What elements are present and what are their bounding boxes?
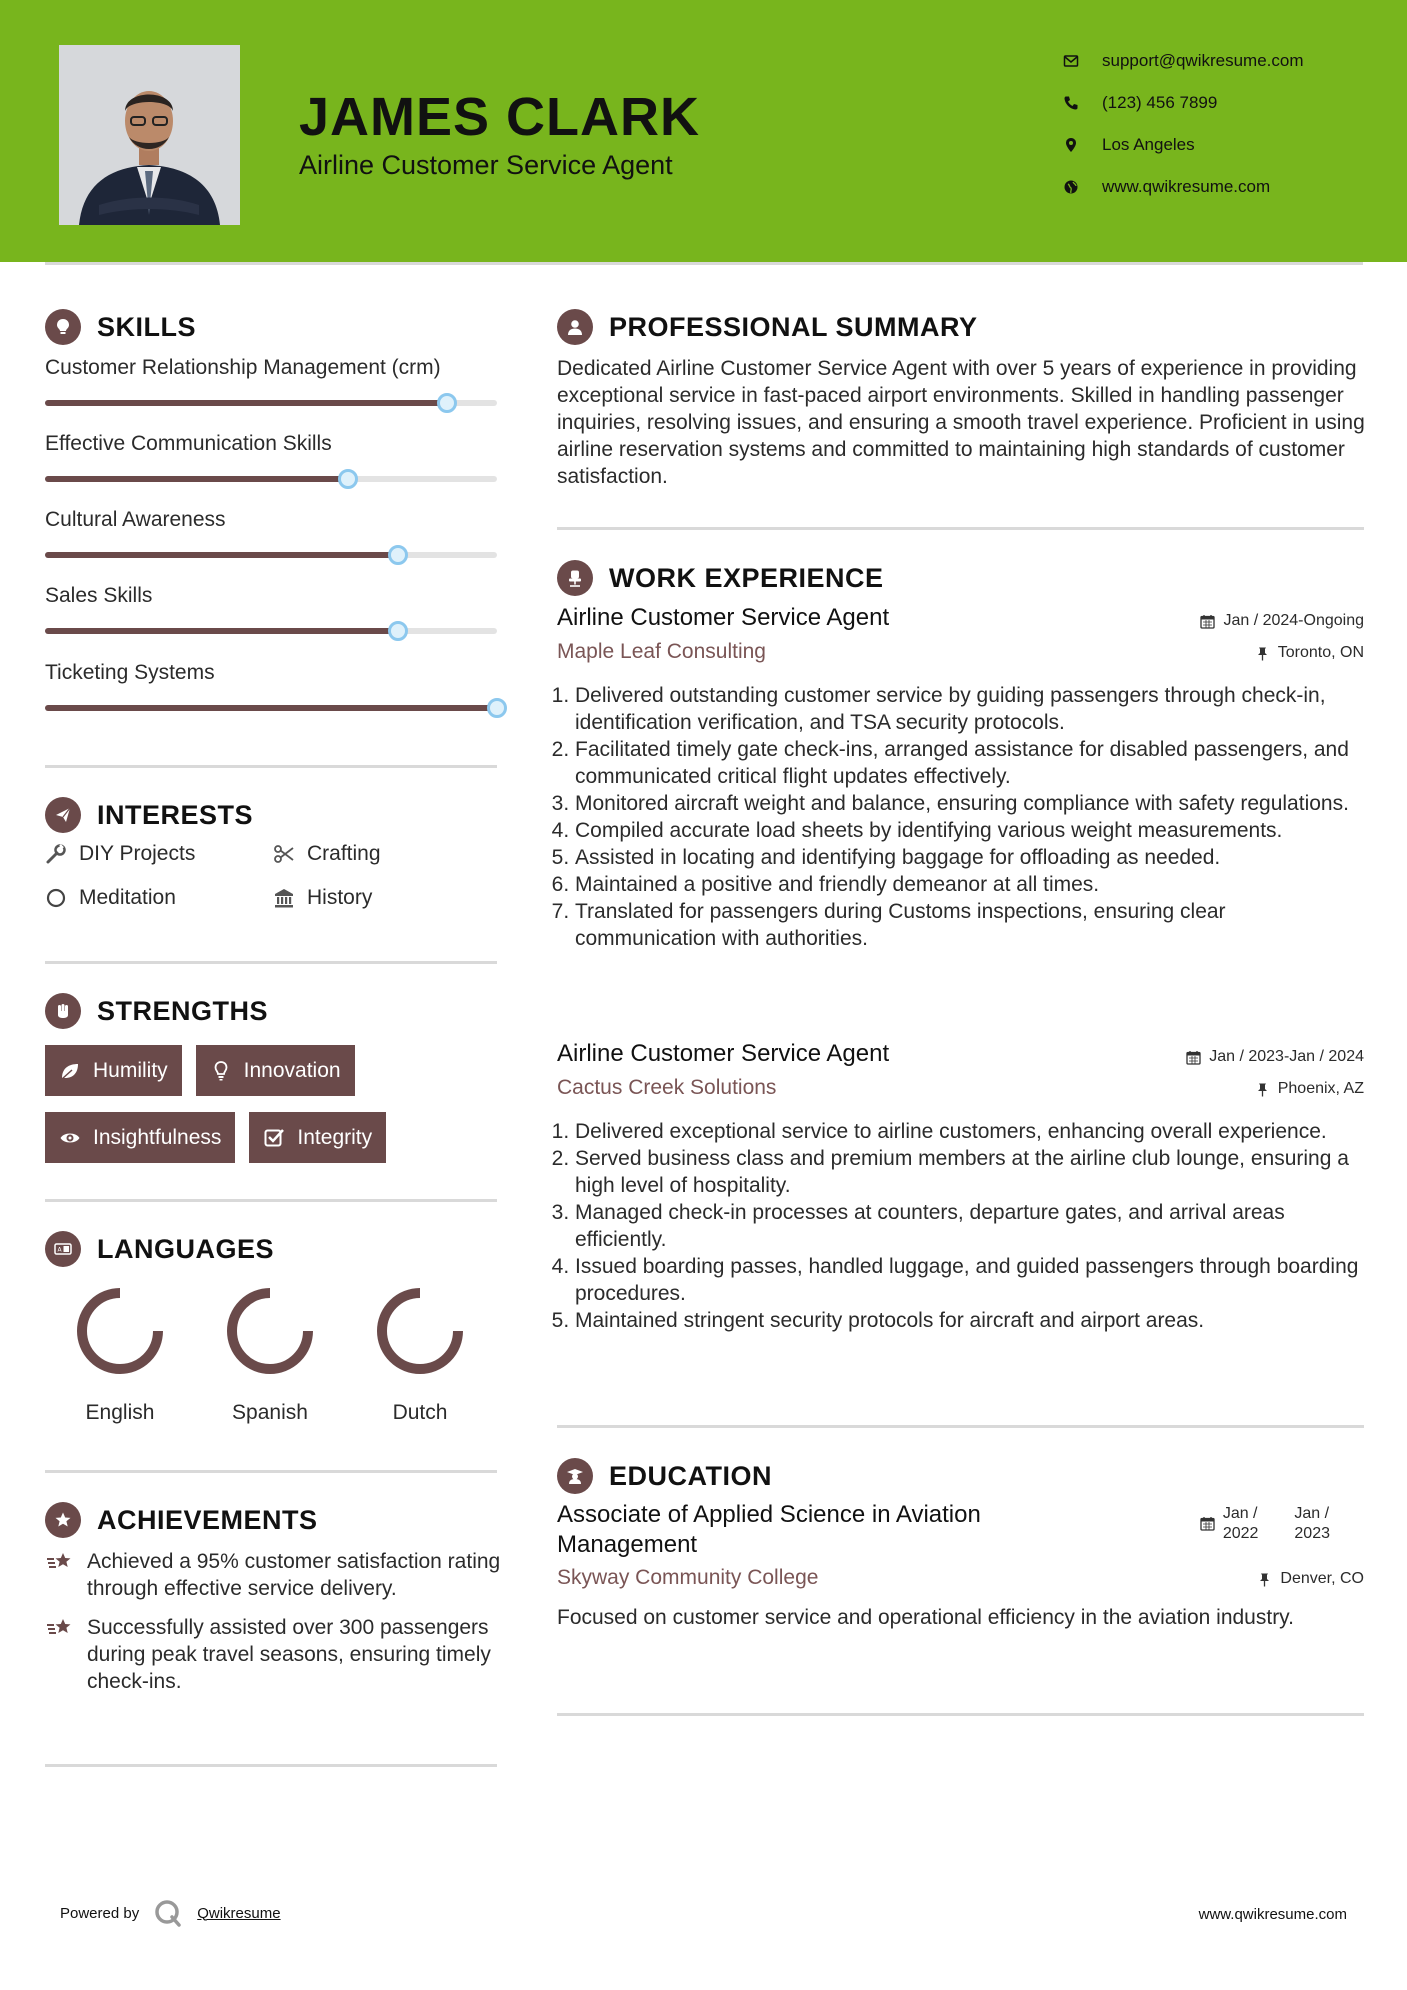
education-entry: [557, 1500, 1364, 1631]
language-item: [345, 1283, 495, 1425]
contact-location: [1060, 124, 1380, 166]
achievement-item: [45, 1614, 505, 1695]
raised-fist-icon: [45, 993, 81, 1029]
strengths-heading: [45, 993, 268, 1029]
museum-icon: [273, 887, 295, 909]
skill-name: Effective Communication Skills: [45, 432, 332, 455]
shooting-star-icon: [45, 1614, 77, 1695]
star-badge-icon: [45, 1502, 81, 1538]
job-location: [1255, 1080, 1364, 1098]
eye-icon: [59, 1127, 81, 1149]
contact-email[interactable]: [1060, 40, 1380, 82]
skill-item: [45, 661, 497, 711]
skill-item: [45, 508, 497, 558]
date-end-year: 2023: [1294, 1525, 1330, 1542]
profile-photo: [59, 45, 240, 225]
contact-phone-text: (123) 456 7899: [1102, 93, 1218, 112]
job-location-text: Phoenix, AZ: [1277, 1080, 1364, 1097]
job-bullet: 3. Managed check-in processes at counters, departure gates, and arrival areas efficiently.: [575, 1199, 1364, 1253]
skills-heading: [45, 309, 196, 345]
achievement-text: Successfully assisted over 300 passengers during peak travel seasons, ensuring timely check-ins.: [87, 1616, 491, 1693]
education-date: [1200, 1504, 1364, 1544]
interest-label: DIY Projects: [79, 842, 196, 865]
wrench-icon: [45, 843, 67, 865]
skill-bar: [45, 476, 497, 482]
qwikresume-link[interactable]: Qwikresume: [197, 1904, 281, 1922]
languages-heading: [45, 1231, 274, 1267]
scissors-icon: [273, 843, 295, 865]
contact-website-text: www.qwikresume.com: [1102, 177, 1271, 196]
job-bullet: 3. Monitored aircraft weight and balance, ensuring compliance with safety regulations.: [575, 790, 1364, 817]
job-bullet: 1. Delivered outstanding customer service by guiding passengers through check-in, identification verification, and TSA security protocols.: [575, 682, 1364, 736]
school-location-text: Denver, CO: [1280, 1570, 1364, 1587]
skill-bar-knob: [437, 393, 457, 413]
pushpin-icon: [1257, 1572, 1272, 1587]
language-name: Spanish: [232, 1401, 308, 1424]
date-start-year: 2022: [1222, 1525, 1259, 1542]
job-date: [1186, 1048, 1364, 1066]
job-entry: [557, 604, 1364, 952]
skill-bar-fill: [45, 705, 497, 711]
section-divider: [45, 1199, 497, 1202]
skill-bar-knob: [388, 621, 408, 641]
strength-label: Innovation: [243, 1058, 341, 1082]
section-divider: [45, 1470, 497, 1473]
job-bullet: 5. Maintained stringent security protocols for aircraft and airport areas.: [575, 1307, 1364, 1334]
footer-powered-by: [60, 1898, 281, 1928]
skill-bar-knob: [487, 698, 507, 718]
checkbox-icon: [263, 1127, 285, 1149]
pushpin-icon: [1255, 646, 1270, 661]
user-icon: [557, 309, 593, 345]
language-name: Dutch: [392, 1401, 448, 1424]
language-ring: [72, 1283, 168, 1379]
section-divider: [557, 527, 1364, 530]
lightbulb-head-icon: [45, 309, 81, 345]
summary-text: Dedicated Airline Customer Service Agent with over 5 years of experience in providing exceptional service in fast-paced airport environments. Skilled in handling passenger inquiries, resolving issues, and ensuring a smooth travel experience. Proficient in using airline reservation systems and committed to maintaining high standards of customer satisfaction.: [557, 357, 1365, 488]
svg-text:A: A: [57, 1246, 62, 1254]
section-divider: [45, 765, 497, 768]
skill-bar: [45, 400, 497, 406]
skill-item: [45, 356, 497, 406]
job-bullet: 2. Facilitated timely gate check-ins, arranged assistance for disabled passengers, and communicated critical flight updates effectively.: [575, 736, 1364, 790]
contact-location-text: Los Angeles: [1102, 135, 1195, 154]
skill-name: Customer Relationship Management (crm): [45, 356, 441, 379]
circle-icon: [45, 887, 67, 909]
education-description: Focused on customer service and operational efficiency in the aviation industry.: [557, 1606, 1294, 1629]
skill-bar: [45, 552, 497, 558]
candidate-name: JAMES CLARK: [299, 87, 701, 147]
date-start: [1223, 1504, 1259, 1544]
skill-bar: [45, 705, 497, 711]
leaf-icon: [59, 1060, 81, 1082]
interests-heading: [45, 797, 253, 833]
strengths-list: [45, 1045, 505, 1163]
achievement-item: [45, 1548, 505, 1602]
interests-title: INTERESTS: [97, 799, 254, 830]
skill-bar-knob: [338, 469, 358, 489]
interest-item: [273, 886, 501, 910]
job-bullet: 1. Delivered exceptional service to airline customers, enhancing overall experience.: [575, 1118, 1364, 1145]
globe-icon: [1060, 176, 1082, 198]
strength-tag: [45, 1112, 235, 1163]
skill-bar-knob: [388, 545, 408, 565]
job-bullet: 2. Served business class and premium members at the airline club lounge, ensuring a high level of hospitality.: [575, 1145, 1364, 1199]
job-date: [1200, 612, 1364, 630]
strength-tag: [196, 1045, 355, 1096]
skill-bar-fill: [45, 552, 398, 558]
school-name: Skyway Community College: [557, 1566, 819, 1589]
job-bullet: 6. Maintained a positive and friendly demeanor at all times.: [575, 871, 1364, 898]
achievements-title: ACHIEVEMENTS: [97, 1504, 318, 1535]
calendar-icon: [1186, 1050, 1201, 1065]
language-item: [195, 1283, 345, 1425]
language-ring: [222, 1283, 318, 1379]
resume-header: [0, 0, 1407, 262]
job-date-text: Jan / 2023-Jan / 2024: [1209, 1048, 1364, 1065]
skill-bar-fill: [45, 476, 348, 482]
skills-title: SKILLS: [97, 311, 197, 342]
header-divider: [45, 262, 1363, 265]
section-divider: [557, 1713, 1364, 1716]
job-bullet: 4. Compiled accurate load sheets by identifying various weight measurements.: [575, 817, 1364, 844]
job-bullet: 7. Translated for passengers during Customs inspections, ensuring clear communication with authorities.: [575, 898, 1364, 952]
candidate-role: Airline Customer Service Agent: [299, 150, 673, 180]
job-company: Cactus Creek Solutions: [557, 1076, 777, 1099]
skill-name: Cultural Awareness: [45, 508, 226, 531]
skill-item: [45, 432, 497, 482]
graduate-icon: [557, 1458, 593, 1494]
phone-icon: [1060, 92, 1082, 114]
translate-icon: [45, 1231, 81, 1267]
section-divider: [45, 1764, 497, 1767]
contact-phone[interactable]: [1060, 82, 1380, 124]
pushpin-icon: [1255, 1082, 1270, 1097]
interest-item: [45, 842, 273, 866]
job-date-text: Jan / 2024-Ongoing: [1223, 612, 1364, 629]
summary-title: PROFESSIONAL SUMMARY: [609, 311, 978, 342]
experience-title: WORK EXPERIENCE: [609, 562, 884, 593]
job-title: Airline Customer Service Agent: [557, 1040, 890, 1067]
language-item: [45, 1283, 195, 1425]
job-location-text: Toronto, ON: [1277, 644, 1364, 661]
map-pin-icon: [1060, 134, 1082, 156]
interests-list: [45, 842, 505, 910]
envelope-icon: [1060, 50, 1082, 72]
powered-by-text: Powered by: [60, 1904, 140, 1922]
qwikresume-logo-icon: [153, 1898, 183, 1928]
achievements-list: [45, 1548, 505, 1707]
calendar-icon: [1200, 1516, 1215, 1531]
interest-label: Meditation: [79, 886, 176, 909]
office-chair-icon: [557, 560, 593, 596]
skill-bar: [45, 628, 497, 634]
contact-website[interactable]: [1060, 166, 1380, 208]
language-name: English: [85, 1401, 155, 1424]
education-heading: [557, 1458, 772, 1494]
job-title: Airline Customer Service Agent: [557, 604, 890, 631]
school-location: [1257, 1570, 1364, 1588]
section-divider: [557, 1425, 1364, 1428]
job-bullet: 4. Issued boarding passes, handled luggage, and guided passengers through boarding procedures.: [575, 1253, 1364, 1307]
skill-bar-fill: [45, 400, 447, 406]
strength-label: Humility: [93, 1058, 168, 1082]
job-location: [1255, 644, 1364, 662]
experience-heading: [557, 560, 884, 596]
skill-name: Sales Skills: [45, 584, 153, 607]
section-divider: [45, 961, 497, 964]
contact-list: [1060, 40, 1380, 208]
job-company: Maple Leaf Consulting: [557, 640, 766, 663]
job-bullets: [557, 1118, 1364, 1334]
achievement-text: Achieved a 95% customer satisfaction rating through effective service delivery.: [87, 1550, 501, 1600]
date-end: [1294, 1504, 1330, 1544]
summary-heading: [557, 309, 978, 345]
paper-plane-icon: [45, 797, 81, 833]
achievements-heading: [45, 1502, 318, 1538]
job-entry: [557, 1040, 1364, 1334]
job-bullets: [557, 682, 1364, 952]
strength-tag: [249, 1112, 386, 1163]
calendar-icon: [1200, 614, 1215, 629]
interest-item: [273, 842, 501, 866]
languages-list: [45, 1283, 505, 1425]
date-start-month: Jan /: [1222, 1505, 1258, 1522]
interest-label: History: [307, 886, 373, 909]
lightbulb-icon: [210, 1060, 232, 1082]
interest-item: [45, 886, 273, 910]
shooting-star-icon: [45, 1548, 77, 1602]
languages-title: LANGUAGES: [97, 1233, 275, 1264]
education-title: EDUCATION: [609, 1460, 772, 1491]
skill-bar-fill: [45, 628, 398, 634]
strength-label: Integrity: [297, 1125, 373, 1149]
skill-item: [45, 584, 497, 634]
interest-label: Crafting: [307, 842, 381, 865]
job-bullet: 5. Assisted in locating and identifying baggage for offloading as needed.: [575, 844, 1364, 871]
date-end-month: Jan /: [1294, 1505, 1330, 1522]
language-ring: [372, 1283, 468, 1379]
strengths-title: STRENGTHS: [97, 995, 269, 1026]
contact-email-text: support@qwikresume.com: [1102, 51, 1304, 70]
degree-title: Associate of Applied Science in Aviation Management: [557, 1501, 981, 1558]
skill-name: Ticketing Systems: [45, 661, 215, 684]
footer-site-link[interactable]: www.qwikresume.com: [1198, 1906, 1347, 1923]
strength-tag: [45, 1045, 182, 1096]
strength-label: Insightfulness: [93, 1125, 222, 1149]
